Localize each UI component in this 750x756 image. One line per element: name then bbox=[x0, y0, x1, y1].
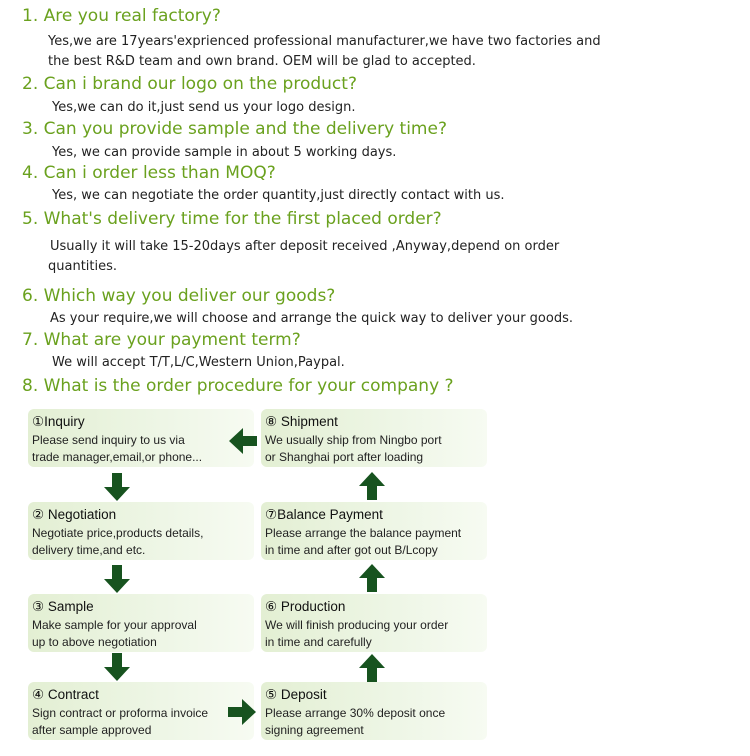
arrow-down-icon bbox=[104, 653, 130, 681]
step-negotiation bbox=[28, 502, 254, 560]
step-desc-line1: Sign contract or proforma invoice bbox=[32, 706, 209, 720]
step-production bbox=[261, 594, 487, 652]
step-title: ③ Sample bbox=[32, 599, 94, 614]
faq-question-5: 5. What's delivery time for the first placed order? bbox=[22, 209, 442, 229]
arrow-up-icon bbox=[359, 654, 385, 682]
step-desc-line1: Negotiate price,products details, bbox=[32, 526, 204, 540]
step-desc-line1: Make sample for your approval bbox=[32, 618, 197, 632]
step-desc-line2: in time and after got out B/Lcopy bbox=[265, 543, 438, 557]
faq-answer-1: Yes,we are 17years'exprienced professional manufacturer,we have two factories and the best R&D team and own brand. OEM will be glad to accepted. bbox=[48, 34, 601, 69]
step-desc-line1: Please arrange the balance payment bbox=[265, 526, 462, 540]
step-title: ①Inquiry bbox=[32, 414, 85, 429]
faq-question-8: 8. What is the order procedure for your company ? bbox=[22, 376, 454, 396]
arrow-left-icon bbox=[229, 428, 257, 454]
step-desc-line2: delivery time,and etc. bbox=[32, 543, 146, 557]
step-desc-line2: trade manager,email,or phone... bbox=[32, 450, 203, 464]
step-title: ② Negotiation bbox=[32, 507, 117, 522]
arrow-right-icon bbox=[228, 699, 256, 725]
step-desc-line2: in time and carefully bbox=[265, 635, 372, 649]
step-desc-line1: We will finish producing your order bbox=[265, 618, 449, 632]
faq-question-1: 1. Are you real factory? bbox=[22, 6, 221, 26]
step-contract bbox=[28, 682, 254, 740]
step-shipment bbox=[261, 409, 487, 467]
faq-answer-4: Yes, we can negotiate the order quantity,just directly contact with us. bbox=[52, 188, 505, 203]
step-desc-line2: signing agreement bbox=[265, 723, 364, 737]
step-desc-line2: after sample approved bbox=[32, 723, 152, 737]
step-deposit bbox=[261, 682, 487, 740]
step-desc-line1: Please send inquiry to us via bbox=[32, 433, 185, 447]
faq-answer-2: Yes,we can do it,just send us your logo design. bbox=[52, 100, 356, 115]
faq-answer-5: Usually it will take 15-20days after deposit received ,Anyway,depend on order quantities. bbox=[48, 239, 560, 274]
step-title: ④ Contract bbox=[32, 687, 99, 702]
faq-question-3: 3. Can you provide sample and the delivery time? bbox=[22, 119, 447, 139]
faq-question-2: 2. Can i brand our logo on the product? bbox=[22, 74, 357, 94]
step-title: ⑥ Production bbox=[265, 599, 346, 614]
faq-answer-6: As your require,we will choose and arrange the quick way to deliver your goods. bbox=[50, 311, 573, 326]
faq-question-4: 4. Can i order less than MOQ? bbox=[22, 163, 276, 183]
arrow-up-icon bbox=[359, 472, 385, 500]
arrow-down-icon bbox=[104, 565, 130, 593]
step-desc-line1: We usually ship from Ningbo port bbox=[265, 433, 442, 447]
arrow-up-icon bbox=[359, 564, 385, 592]
faq-question-7: 7. What are your payment term? bbox=[22, 330, 301, 350]
faq-answer-3: Yes, we can provide sample in about 5 working days. bbox=[52, 145, 397, 160]
step-desc-line1: Please arrange 30% deposit once bbox=[265, 706, 446, 720]
faq-question-6: 6. Which way you deliver our goods? bbox=[22, 286, 336, 306]
step-desc-line2: up to above negotiation bbox=[32, 635, 157, 649]
faq-answer-7: We will accept T/T,L/C,Western Union,Paypal. bbox=[52, 355, 345, 370]
step-title: ⑤ Deposit bbox=[265, 687, 327, 702]
step-balance-payment bbox=[261, 502, 487, 560]
step-title: ⑦Balance Payment bbox=[265, 507, 383, 522]
step-title: ⑧ Shipment bbox=[265, 414, 338, 429]
arrow-down-icon bbox=[104, 473, 130, 501]
step-inquiry bbox=[28, 409, 254, 467]
step-sample bbox=[28, 594, 254, 652]
step-desc-line2: or Shanghai port after loading bbox=[265, 450, 424, 464]
